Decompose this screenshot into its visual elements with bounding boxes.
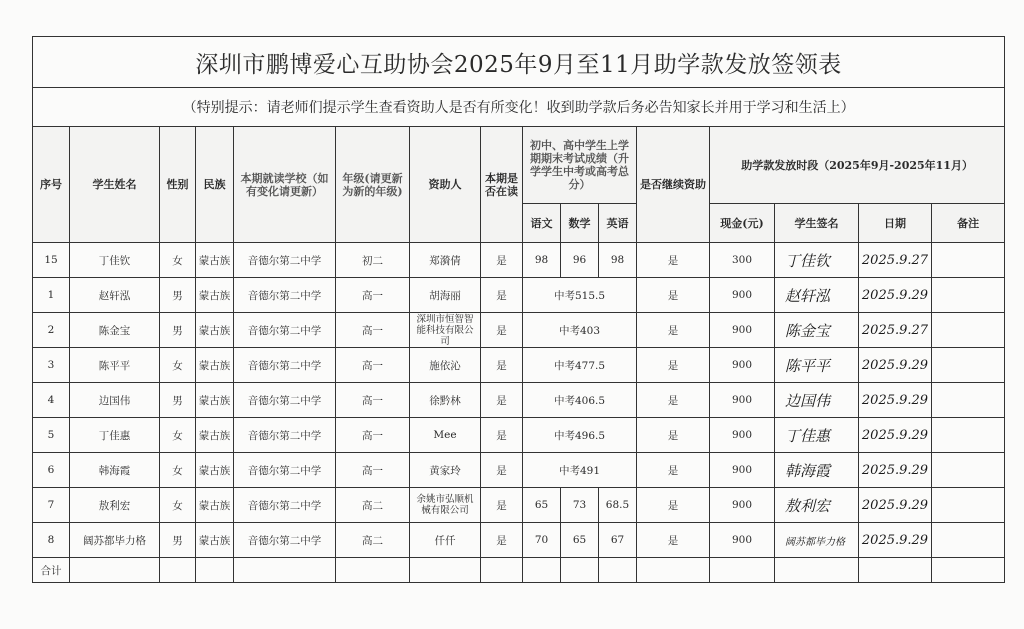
cell-ethnicity: 蒙古族 [196,348,234,383]
total-cell [932,558,1005,583]
cell-grade: 高一 [336,418,410,453]
cell-exam-total: 中考406.5 [523,383,637,418]
cell-ethnicity: 蒙古族 [196,453,234,488]
cell-exam-total: 中考496.5 [523,418,637,453]
cell-ethnicity: 蒙古族 [196,523,234,558]
total-cell [481,558,523,583]
table-row [33,453,1005,488]
cell-date: 2025.9.27 [859,243,932,278]
header-date: 日期 [859,204,932,243]
cell-name: 阔苏都毕力格 [70,523,160,558]
header-index: 序号 [33,127,70,243]
cell-gender: 女 [160,348,196,383]
total-cell [775,558,859,583]
cell-name: 陈金宝 [70,313,160,348]
cell-math: 65 [561,523,599,558]
cell-exam-total: 中考477.5 [523,348,637,383]
cell-index: 2 [33,313,70,348]
cell-remarks [932,453,1005,488]
cell-remarks [932,383,1005,418]
table-body [33,243,1005,558]
cell-ethnicity: 蒙古族 [196,278,234,313]
cell-continue: 是 [637,278,710,313]
cell-cash: 300 [710,243,775,278]
cell-date: 2025.9.29 [859,523,932,558]
cell-grade: 初二 [336,243,410,278]
cell-school: 音德尔第二中学 [234,243,336,278]
cell-date: 2025.9.27 [859,313,932,348]
cell-school: 音德尔第二中学 [234,523,336,558]
cell-enrolled: 是 [481,348,523,383]
header-english: 英语 [599,204,637,243]
header-enrolled: 本期是否在读 [481,127,523,243]
cell-enrolled: 是 [481,278,523,313]
total-cell [523,558,561,583]
cell-name: 边国伟 [70,383,160,418]
cell-sponsor: 深圳市恒智智能科技有限公司 [410,313,481,348]
total-cell [160,558,196,583]
header-gender: 性别 [160,127,196,243]
cell-remarks [932,243,1005,278]
cell-sponsor: 徐黔林 [410,383,481,418]
cell-exam-total: 中考403 [523,313,637,348]
table-row [33,383,1005,418]
cell-index: 3 [33,348,70,383]
cell-gender: 女 [160,453,196,488]
header-chinese: 语文 [523,204,561,243]
cell-school: 音德尔第二中学 [234,488,336,523]
cell-sponsor: 余姚市弘顺机械有限公司 [410,488,481,523]
cell-index: 1 [33,278,70,313]
total-cell [561,558,599,583]
cell-cash: 900 [710,523,775,558]
cell-continue: 是 [637,243,710,278]
cell-sponsor: 黄家玲 [410,453,481,488]
cell-signature: 丁佳钦 [775,243,859,278]
cell-sponsor: 胡海丽 [410,278,481,313]
cell-school: 音德尔第二中学 [234,348,336,383]
header-cash: 现金(元) [710,204,775,243]
cell-date: 2025.9.29 [859,488,932,523]
cell-gender: 女 [160,488,196,523]
cell-school: 音德尔第二中学 [234,313,336,348]
cell-sponsor: 仟仟 [410,523,481,558]
table-row [33,348,1005,383]
cell-gender: 男 [160,523,196,558]
cell-continue: 是 [637,348,710,383]
cell-cash: 900 [710,348,775,383]
cell-index: 5 [33,418,70,453]
cell-signature: 韩海霞 [775,453,859,488]
header-scores: 初中、高中学生上学期期末考试成绩（升学学生中考或高考总分） [523,127,637,204]
cell-school: 音德尔第二中学 [234,453,336,488]
total-cell [234,558,336,583]
cell-index: 6 [33,453,70,488]
cell-ethnicity: 蒙古族 [196,418,234,453]
total-cell [196,558,234,583]
cell-enrolled: 是 [481,453,523,488]
cell-cash: 900 [710,313,775,348]
cell-math: 96 [561,243,599,278]
header-name: 学生姓名 [70,127,160,243]
header-school: 本期就读学校（如有变化请更新） [234,127,336,243]
cell-name: 赵轩泓 [70,278,160,313]
cell-signature: 赵轩泓 [775,278,859,313]
cell-date: 2025.9.29 [859,418,932,453]
header-ethnicity: 民族 [196,127,234,243]
signature-sheet [32,36,1004,610]
cell-sponsor: Mee [410,418,481,453]
header-continue: 是否继续资助 [637,127,710,243]
total-label: 合计 [33,558,70,583]
special-notice: （特别提示：请老师们提示学生查看资助人是否有所变化！收到助学款后务必告知家长并用于学习和生活上） [33,88,1005,127]
cell-name: 韩海霞 [70,453,160,488]
cell-remarks [932,523,1005,558]
cell-index: 15 [33,243,70,278]
table-row [33,313,1005,348]
cell-grade: 高二 [336,523,410,558]
header-math: 数学 [561,204,599,243]
table-row [33,488,1005,523]
cell-cash: 900 [710,383,775,418]
cell-cash: 900 [710,488,775,523]
cell-enrolled: 是 [481,488,523,523]
cell-school: 音德尔第二中学 [234,383,336,418]
cell-name: 丁佳惠 [70,418,160,453]
cell-date: 2025.9.29 [859,453,932,488]
cell-gender: 女 [160,243,196,278]
cell-name: 敖利宏 [70,488,160,523]
total-cell [859,558,932,583]
cell-school: 音德尔第二中学 [234,278,336,313]
cell-gender: 男 [160,313,196,348]
cell-exam-total: 中考515.5 [523,278,637,313]
cell-signature: 丁佳惠 [775,418,859,453]
cell-gender: 女 [160,418,196,453]
cell-enrolled: 是 [481,243,523,278]
cell-signature: 边国伟 [775,383,859,418]
header-payment-period: 助学款发放时段（2025年9月-2025年11月） [710,127,1005,204]
cell-chinese: 65 [523,488,561,523]
cell-ethnicity: 蒙古族 [196,488,234,523]
cell-date: 2025.9.29 [859,383,932,418]
cell-english: 68.5 [599,488,637,523]
cell-signature: 陈金宝 [775,313,859,348]
total-cell [599,558,637,583]
table-row [33,243,1005,278]
cell-english: 98 [599,243,637,278]
cell-ethnicity: 蒙古族 [196,313,234,348]
cell-chinese: 98 [523,243,561,278]
cell-sponsor: 施依沁 [410,348,481,383]
cell-continue: 是 [637,383,710,418]
cell-grade: 高一 [336,313,410,348]
cell-gender: 男 [160,278,196,313]
cell-ethnicity: 蒙古族 [196,383,234,418]
cell-continue: 是 [637,313,710,348]
cell-remarks [932,488,1005,523]
total-cell [336,558,410,583]
cell-cash: 900 [710,418,775,453]
cell-signature: 陈平平 [775,348,859,383]
cell-sponsor: 郑漪倩 [410,243,481,278]
cell-continue: 是 [637,523,710,558]
header-signature: 学生签名 [775,204,859,243]
cell-enrolled: 是 [481,418,523,453]
cell-grade: 高一 [336,383,410,418]
cell-name: 丁佳钦 [70,243,160,278]
cell-grade: 高二 [336,488,410,523]
cell-remarks [932,348,1005,383]
cell-remarks [932,418,1005,453]
cell-index: 4 [33,383,70,418]
cell-index: 8 [33,523,70,558]
header-grade: 年级(请更新为新的年级) [336,127,410,243]
table-row [33,418,1005,453]
total-cell [70,558,160,583]
cell-english: 67 [599,523,637,558]
cell-date: 2025.9.29 [859,278,932,313]
cell-grade: 高一 [336,453,410,488]
cell-date: 2025.9.29 [859,348,932,383]
total-cell [637,558,710,583]
cell-school: 音德尔第二中学 [234,418,336,453]
cell-math: 73 [561,488,599,523]
cell-enrolled: 是 [481,383,523,418]
cell-continue: 是 [637,488,710,523]
cell-continue: 是 [637,453,710,488]
table-row [33,278,1005,313]
cell-exam-total: 中考491 [523,453,637,488]
cell-name: 陈平平 [70,348,160,383]
cell-gender: 男 [160,383,196,418]
cell-signature: 敖利宏 [775,488,859,523]
cell-signature: 阔苏都毕力格 [775,523,859,558]
cell-chinese: 70 [523,523,561,558]
table-row [33,523,1005,558]
cell-index: 7 [33,488,70,523]
cell-remarks [932,278,1005,313]
disbursement-table [32,36,1005,583]
cell-cash: 900 [710,453,775,488]
cell-cash: 900 [710,278,775,313]
cell-continue: 是 [637,418,710,453]
cell-ethnicity: 蒙古族 [196,243,234,278]
cell-enrolled: 是 [481,313,523,348]
cell-enrolled: 是 [481,523,523,558]
total-cell [410,558,481,583]
sheet-title: 深圳市鹏博爱心互助协会2025年9月至11月助学款发放签领表 [33,37,1005,88]
header-sponsor: 资助人 [410,127,481,243]
cell-grade: 高一 [336,348,410,383]
header-remarks: 备注 [932,204,1005,243]
cell-remarks [932,313,1005,348]
cell-grade: 高一 [336,278,410,313]
total-cell [710,558,775,583]
